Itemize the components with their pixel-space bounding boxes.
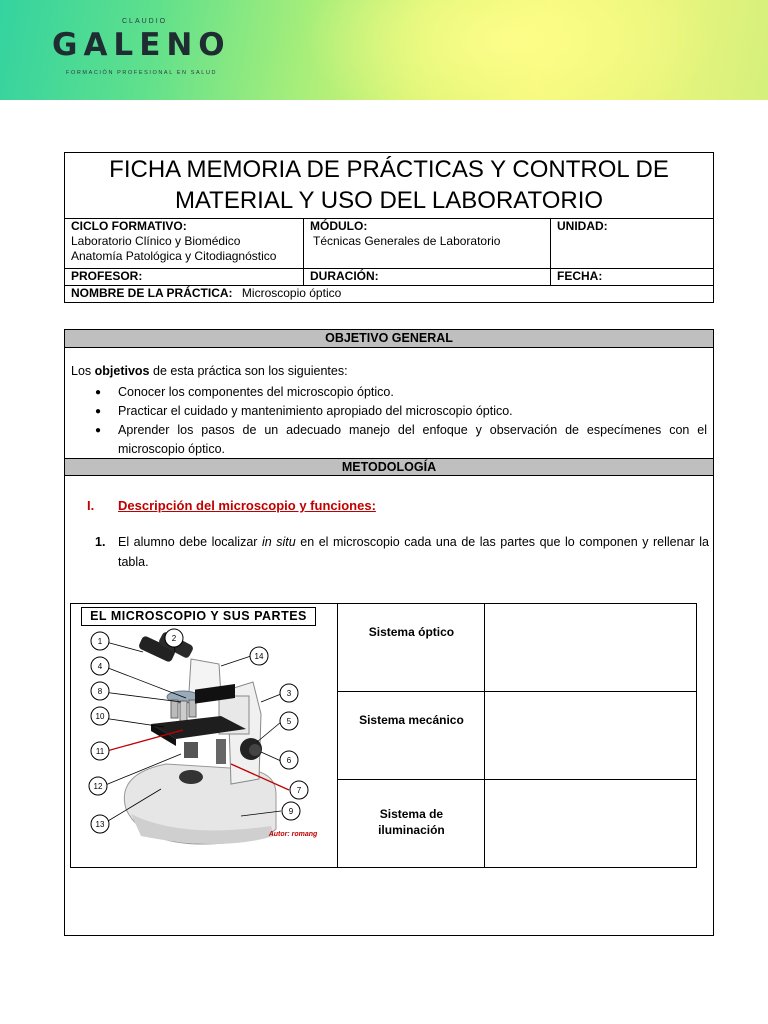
sistema-optico-label: Sistema óptico — [338, 604, 485, 692]
light-source — [179, 770, 203, 784]
sistema-mecanico-label: Sistema mecánico — [338, 692, 485, 780]
sistema-mecanico-answer[interactable] — [485, 692, 697, 780]
title-line-2: MATERIAL Y USO DEL LABORATORIO — [174, 187, 604, 214]
list-item: ● Practicar el cuidado y mantenimiento apropiado del microscopio óptico. — [71, 402, 707, 421]
label-1: 1 — [97, 637, 103, 646]
fecha-label: FECHA: — [551, 269, 714, 286]
objective-1 — [171, 700, 178, 718]
figure-title: EL MICROSCOPIO Y SUS PARTES — [81, 607, 316, 626]
microscope-table — [70, 603, 697, 868]
intro-post: de esta práctica son los siguientes: — [149, 364, 348, 378]
stage-knob — [216, 739, 226, 764]
list-item: ● Conocer los componentes del microscopio óptico. — [71, 383, 707, 402]
label-9: 9 — [288, 807, 294, 816]
label-3: 3 — [286, 689, 292, 698]
objective-2 — [180, 701, 187, 721]
sistema-iluminacion-label: Sistema de iluminación — [338, 780, 485, 868]
label-6: 6 — [286, 756, 292, 765]
step-text-post: en el microscopio cada una de las partes que lo componen y rellenar la tabla. — [118, 535, 709, 569]
sistema-optico-answer[interactable] — [485, 604, 697, 692]
duracion-label: DURACIÓN: — [304, 269, 551, 286]
galeno-logo — [52, 18, 242, 82]
section-descripcion — [87, 498, 376, 513]
nombre-label: NOMBRE DE LA PRÁCTICA: — [71, 286, 233, 300]
objetivo-intro — [71, 364, 348, 378]
modulo-cell — [304, 219, 551, 269]
ciclo-value-2: Anatomía Patológica y Citodiagnóstico — [71, 249, 277, 263]
microscope-illustration — [71, 604, 337, 867]
fine-knob — [249, 744, 261, 756]
objetivo-list — [71, 383, 707, 459]
section-title: Descripción del microscopio y funciones: — [118, 498, 376, 513]
logo-top-text: CLAUDIO — [122, 18, 168, 25]
modulo-label: MÓDULO: — [310, 219, 368, 233]
banner-glow — [300, 0, 720, 100]
ciclo-label: CICLO FORMATIVO: — [71, 219, 187, 233]
label-14: 14 — [254, 652, 264, 661]
header-banner — [0, 0, 768, 100]
unidad-cell — [551, 219, 714, 269]
modulo-value: Técnicas Generales de Laboratorio — [313, 234, 501, 248]
ciclo-value-1: Laboratorio Clínico y Biomédico — [71, 234, 241, 248]
info-table — [64, 218, 714, 303]
label-10: 10 — [95, 712, 105, 721]
label-11: 11 — [95, 747, 105, 756]
ciclo-cell — [65, 219, 304, 269]
section-number: I. — [87, 498, 95, 513]
step-number: 1. — [95, 535, 106, 549]
profesor-label: PROFESOR: — [65, 269, 304, 286]
unidad-label: UNIDAD: — [557, 219, 608, 233]
objective-3 — [189, 700, 196, 717]
microscope-figure-cell — [71, 604, 338, 868]
list-item: ● Aprender los pasos de un adecuado manejo del enfoque y observación de especímenes con el microscopio óptico. — [71, 421, 707, 459]
document-title — [64, 152, 714, 218]
label-13: 13 — [95, 820, 105, 829]
logo-main-text: GALENO — [52, 27, 231, 63]
intro-bold: objetivos — [94, 364, 150, 378]
step-1 — [95, 532, 709, 572]
label-8: 8 — [97, 687, 103, 696]
sistema-iluminacion-answer[interactable] — [485, 780, 697, 868]
nombre-practica-row — [65, 286, 714, 303]
condenser — [184, 742, 198, 758]
title-line-1: FICHA MEMORIA DE PRÁCTICAS Y CONTROL DE — [109, 156, 669, 183]
step-text-italic: in situ — [261, 535, 296, 549]
label-12: 12 — [93, 782, 103, 791]
step-text-pre: El alumno debe localizar — [118, 535, 262, 549]
label-5: 5 — [286, 717, 292, 726]
intro-pre: Los — [71, 364, 95, 378]
label-2: 2 — [171, 634, 177, 643]
objetivo-heading: OBJETIVO GENERAL — [65, 330, 713, 348]
metodologia-heading: METODOLOGÍA — [65, 458, 713, 476]
logo-sub-text: FORMACIÓN PROFESIONAL EN SALUD — [66, 70, 218, 76]
nombre-value: Microscopio óptico — [241, 286, 342, 300]
label-4: 4 — [97, 662, 103, 671]
figure-author: Autor: romang — [268, 831, 318, 838]
label-7: 7 — [296, 786, 302, 795]
